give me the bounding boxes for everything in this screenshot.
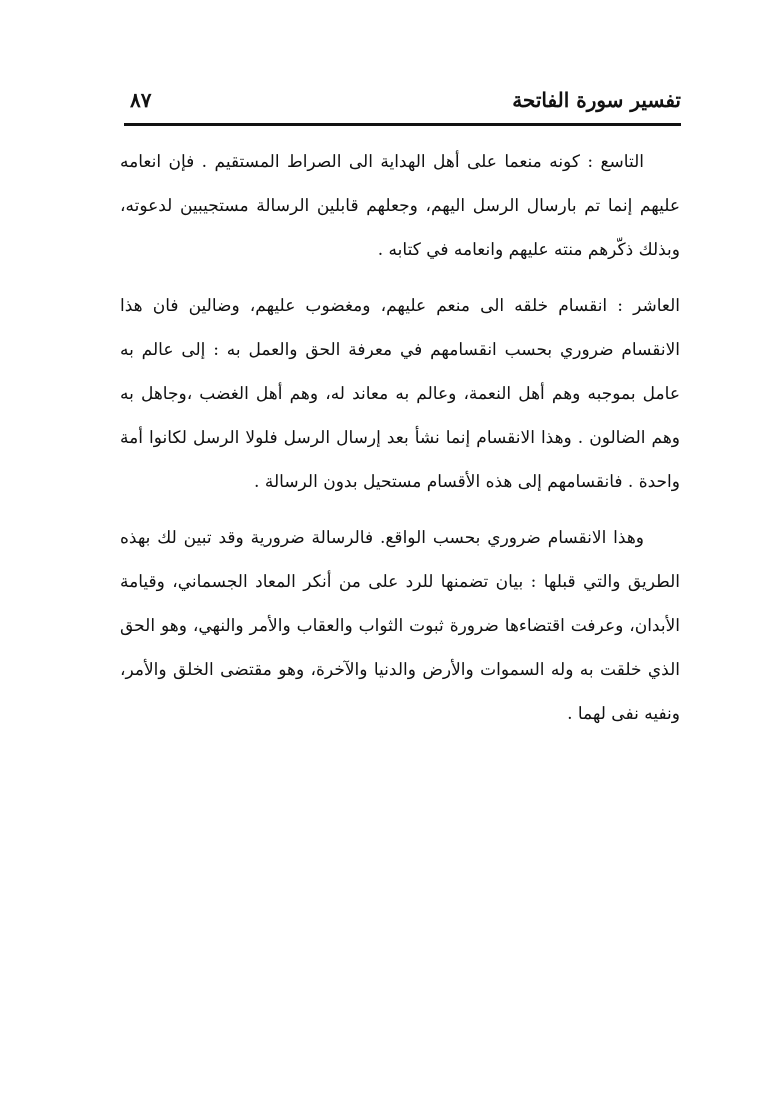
paragraph-conclusion: وهذا الانقسام ضروري بحسب الواقع. فالرسالة ضرورية وقد تبين لك بهذه الطريق والتي قبلها : بيان تضمنها للرد على من أنكر المعاد الجسماني، وقيامة الأبدان، وعرفت اقتضاءها ضرورة ثبوت الثواب والعقاب والأمر والنهي، وهو الحق الذي خلقت به وله السموات والأرض والدنيا والآخرة، وهو مقتضى الخلق والأمر، ونفيه نفى لهما . bbox=[120, 528, 680, 724]
paragraph-tenth: العاشر : انقسام خلقه الى منعم عليهم، ومغضوب عليهم، وضالين فان هذا الانقسام ضروري بحسب انقسامهم في معرفة الحق والعمل به : إلى عالم به عامل بموجبه وهم أهل النعمة، وعالم به معاند له، وهم أهل الغضب ،وجاهل به وهم الضالون . وهذا الانقسام إنما نشأ بعد إرسال الرسل فلولا الرسل لكانوا أمة واحدة . فانقسامهم إلى هذه الأقسام مستحيل بدون الرسالة . bbox=[120, 296, 680, 492]
body-text bbox=[120, 140, 680, 736]
running-title: تفسير سورة الفاتحة bbox=[512, 88, 681, 112]
page-header bbox=[124, 84, 681, 124]
paragraph-ninth: التاسع : كونه منعما على أهل الهداية الى الصراط المستقيم . فإن انعامه عليهم إنما تم بارسال الرسل اليهم، وجعلهم قابلين الرسالة مستجيبين لدعوته، وبذلك ذكّرهم منته عليهم وانعامه في كتابه . bbox=[120, 152, 680, 260]
page-number: ٨٧ bbox=[130, 88, 152, 112]
header-rule bbox=[124, 123, 681, 126]
